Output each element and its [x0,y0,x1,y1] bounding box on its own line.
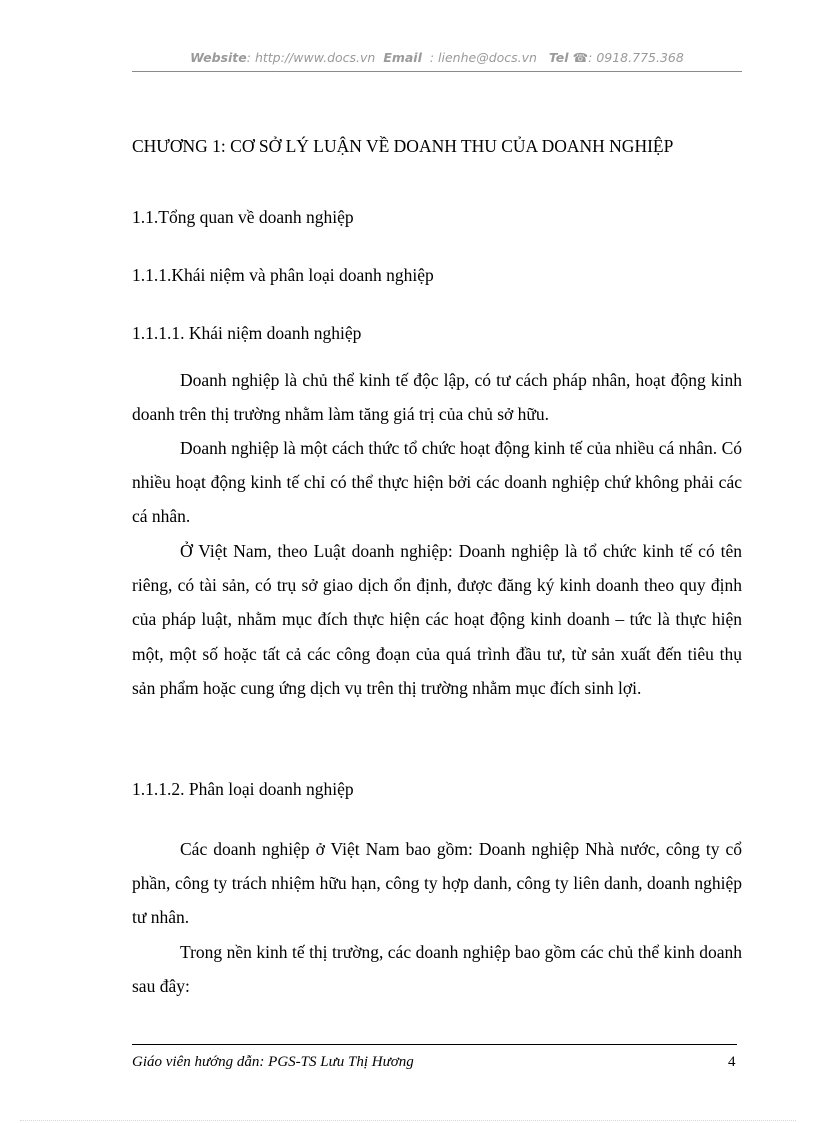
heading-1-1: 1.1.Tổng quan về doanh nghiệp [132,207,354,227]
paragraph-definition: Doanh nghiệp là chủ thể kinh tế độc lập, có tư cách pháp nhân, hoạt động kinh doanh trên thị trường nhằm làm tăng giá trị của chủ sở hữu. [132,370,742,425]
paragraph-types: Các doanh nghiệp ở Việt Nam bao gồm: Doanh nghiệp Nhà nước, công ty cổ phần, công ty trách nhiệm hữu hạn, công ty hợp danh, công ty liên danh, doanh nghiệp tư nhân. [132,839,742,928]
page-edge [20,1120,796,1121]
page-header [132,50,742,65]
heading-1-1-1-1: 1.1.1.1. Khái niệm doanh nghiệp [132,323,362,343]
page-number: 4 [728,1054,736,1070]
paragraph-market-economy: Trong nền kinh tế thị trường, các doanh nghiệp bao gồm các chủ thể kinh doanh sau đây: [132,942,742,997]
heading-1-1-1: 1.1.1.Khái niệm và phân loại doanh nghiệp [132,265,434,285]
tel-label: Tel [548,50,569,65]
footer-divider [132,1044,737,1045]
email-label: Email [383,50,422,65]
email-value: : lienhe@docs.vn [429,50,537,65]
paragraph-vietnam-law: Ở Việt Nam, theo Luật doanh nghiệp: Doanh nghiệp là tổ chức kinh tế có tên riêng, có tài sản, có trụ sở giao dịch ổn định, được đăng ký kinh doanh theo quy định của pháp luật, nhằm mục đích thực hiện các hoạt động kinh doanh – tức là thực hiện một, một số hoặc tất cả các công đoạn của quá trình đầu tư, từ sản xuất đến tiêu thụ sản phẩm hoặc cung ứng dịch vụ trên thị trường nhằm mục đích sinh lợi. [132,541,742,698]
chapter-title: CHƯƠNG 1: CƠ SỞ LÝ LUẬN VỀ DOANH THU CỦA DOANH NGHIỆP [132,136,674,156]
website-value: : http://www.docs.vn [246,50,376,65]
footer-instructor: Giáo viên hướng dẫn: PGS-TS Lưu Thị Hương [132,1054,414,1070]
heading-1-1-1-2: 1.1.1.2. Phân loại doanh nghiệp [132,779,354,799]
website-label: Website [190,50,247,65]
paragraph-organization: Doanh nghiệp là một cách thức tổ chức hoạt động kinh tế của nhiều cá nhân. Có nhiều hoạt động kinh tế chỉ có thể thực hiện bởi các doanh nghiệp chứ không phải các cá nhân. [132,438,742,527]
header-divider [132,71,742,72]
tel-value: : 0918.775.368 [588,50,684,65]
telephone-icon: ☎ [572,50,589,65]
